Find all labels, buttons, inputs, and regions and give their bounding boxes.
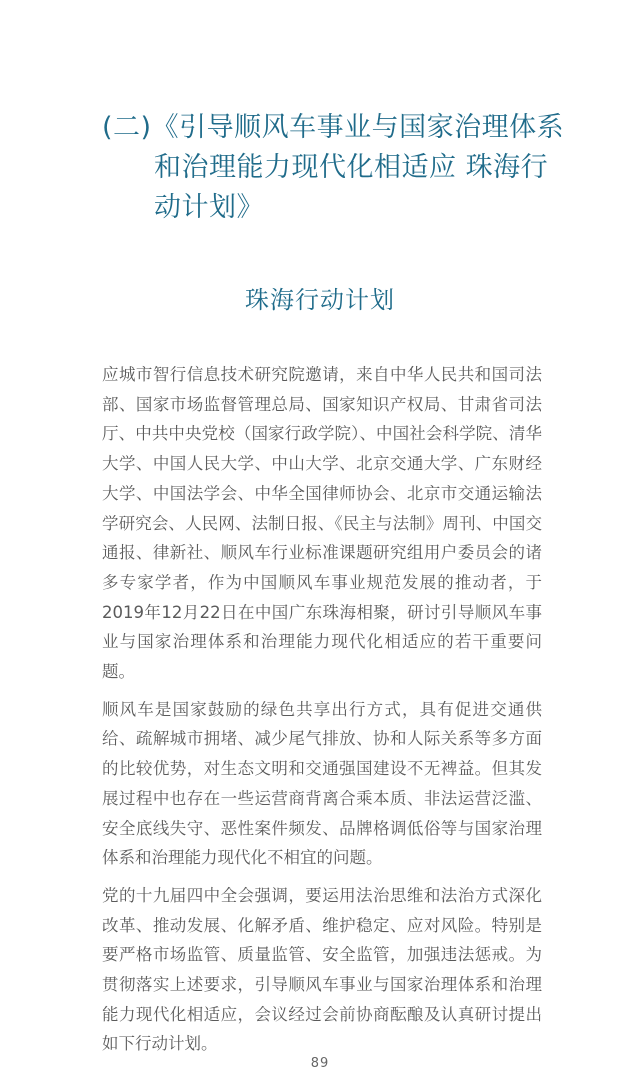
document-subtitle: 珠海行动计划: [245, 286, 395, 314]
paragraph-background: 顺风车是国家鼓励的绿色共享出行方式，具有促进交通供给、疏解城市拥堵、减少尾气排放、协和人际关系等多方面的比较优势，对生态文明和交通强国建设不无裨益。但其发展过程中也存在一些运营商背离合乘本质、非法运营泛滥、安全底线失守、恶性案件频发、品牌格调低俗等与国家治理体系和治理能力现代化不相宜的问题。: [102, 699, 542, 868]
section-heading-line-1: (二)《引导顺风车事业与国家治理体系: [102, 112, 565, 143]
section-heading: [102, 108, 565, 228]
page-number: 89: [310, 1056, 330, 1071]
body-text: [102, 360, 542, 1067]
paragraph-intro: 应城市智行信息技术研究院邀请，来自中华人民共和国司法部、国家市场监督管理总局、国家知识产权局、甘肃省司法厅、中共中央党校（国家行政学院）、中国社会科学院、清华大学、中国人民大学、中山大学、北京交通大学、广东财经大学、中国法学会、中华全国律师协会、北京市交通运输法学研究会、人民网、法制日报、《民主与法制》周刊、中国交通报、律新社、顺风车行业标准课题研究组用户委员会的诸多专家学者，作为中国顺风车事业规范发展的推动者，于2019年12月22日在中国广东珠海相聚，研讨引导顺风车事业与国家治理体系和治理能力现代化相适应的若干重要问题。: [102, 365, 542, 682]
section-heading-line-2: 和治理能力现代化相适应 珠海行: [154, 152, 549, 183]
paragraph-purpose: 党的十九届四中全会强调，要运用法治思维和法治方式深化改革、推动发展、化解矛盾、维护稳定、应对风险。特别是要严格市场监管、质量监管、安全监管，加强违法惩戒。为贯彻落实上述要求，引导顺风车事业与国家治理体系和治理能力现代化相适应，会议经过会前协商酝酿及认真研讨提出如下行动计划。: [102, 885, 542, 1054]
section-heading-line-3: 动计划》: [154, 192, 264, 223]
